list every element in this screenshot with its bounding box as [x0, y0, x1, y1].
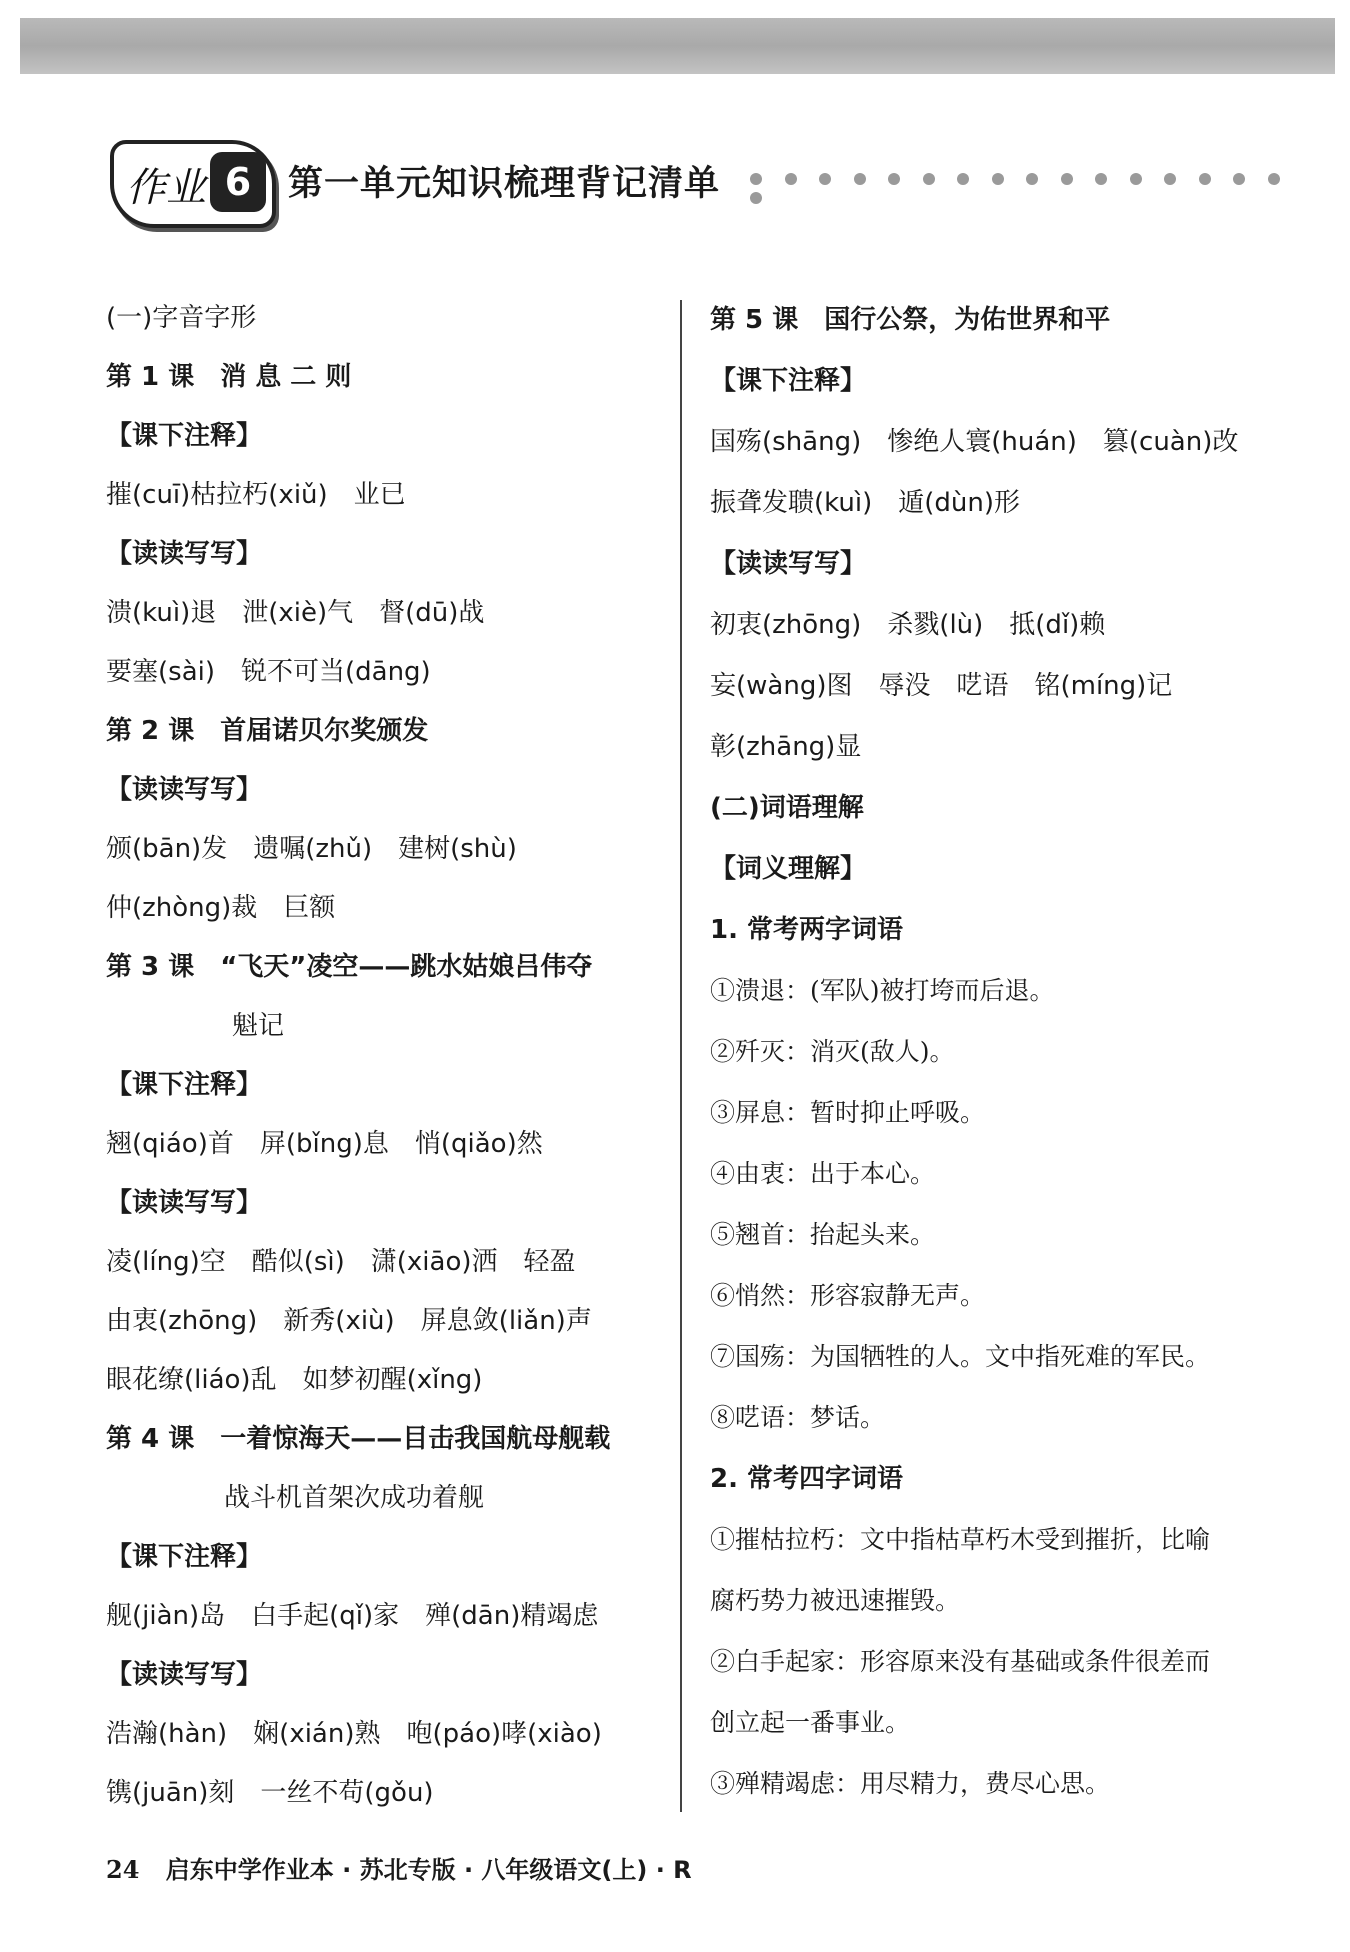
- page-number: 24: [106, 1855, 140, 1884]
- two-char-heading: 1. 常考两字词语: [710, 915, 904, 945]
- lesson-1-title: 第 1 课 消 息 二 则: [106, 362, 352, 392]
- unit-title: 第一单元知识梳理背记清单: [288, 164, 721, 204]
- vocab-line: 要塞(sài) 锐不可当(dāng): [106, 657, 431, 687]
- vocab-line: 眼花缭(liáo)乱 如梦初醒(xǐng): [106, 1365, 483, 1395]
- section-heading: (一)字音字形: [106, 303, 257, 333]
- vocab-line: 浩瀚(hàn) 娴(xián)熟 咆(páo)哮(xiào): [106, 1719, 602, 1749]
- definition-item: ⑤翘首：抬起头来。: [710, 1220, 936, 1249]
- lesson-4-title: 第 4 课 一着惊海天——目击我国航母舰载: [106, 1424, 611, 1454]
- section-heading: (二)词语理解: [710, 793, 864, 823]
- vocab-line: 仲(zhòng)裁 巨额: [106, 893, 336, 923]
- definition-item: ②白手起家：形容原来没有基础或条件很差而: [710, 1647, 1211, 1676]
- lesson-4-title-cont: 战斗机首架次成功着舰: [224, 1483, 485, 1513]
- definition-item: ②歼灭：消灭(敌人)。: [710, 1037, 955, 1066]
- book-title: 启东中学作业本 · 苏北专版 · 八年级语文(上) · R: [165, 1856, 692, 1884]
- vocab-line: 振聋发聩(kuì) 遁(dùn)形: [710, 488, 1020, 518]
- meaning-heading: 【词义理解】: [710, 854, 867, 884]
- definition-item: ⑥悄然：形容寂静无声。: [710, 1281, 986, 1310]
- vocab-line: 舰(jiàn)岛 白手起(qǐ)家 殚(dān)精竭虑: [106, 1601, 599, 1631]
- vocab-line: 镌(juān)刻 一丝不苟(gǒu): [106, 1778, 434, 1808]
- note-heading: 【课下注释】: [106, 1542, 263, 1572]
- lesson-3-title-cont: 魁记: [232, 1011, 285, 1041]
- definition-item: ③殚精竭虑：用尽精力，费尽心思。: [710, 1769, 1111, 1798]
- badge-number: 6: [210, 152, 266, 212]
- note-heading: 【课下注释】: [106, 1070, 263, 1100]
- definition-item: ⑦国殇：为国牺牲的人。文中指死难的军民。: [710, 1342, 1211, 1371]
- vocab-line: 摧(cuī)枯拉朽(xiǔ) 业已: [106, 480, 406, 510]
- definition-item-cont: 腐朽势力被迅速摧毁。: [710, 1586, 961, 1615]
- lesson-2-title: 第 2 课 首届诺贝尔奖颁发: [106, 716, 429, 746]
- vocab-line: 初衷(zhōng) 杀戮(lù) 抵(dǐ)赖: [710, 610, 1106, 640]
- definition-item: ①摧枯拉朽：文中指枯草朽木受到摧折，比喻: [710, 1525, 1211, 1554]
- definition-item: ①溃退：(军队)被打垮而后退。: [710, 976, 1055, 1005]
- scan-edge-band: [20, 18, 1335, 74]
- homework-badge: [110, 140, 276, 228]
- read-heading: 【读读写写】: [710, 549, 867, 579]
- read-heading: 【读读写写】: [106, 775, 263, 805]
- note-heading: 【课下注释】: [106, 421, 263, 451]
- vocab-line: 彰(zhāng)显: [710, 732, 862, 762]
- column-divider: [680, 300, 682, 1812]
- definition-item: ③屏息：暂时抑止呼吸。: [710, 1098, 986, 1127]
- decorative-dots: [750, 170, 1330, 190]
- vocab-line: 凌(líng)空 酷似(sì) 潇(xiāo)洒 轻盈: [106, 1247, 576, 1277]
- lesson-3-title: 第 3 课 “飞天”凌空——跳水姑娘吕伟夺: [106, 952, 593, 982]
- vocab-line: 溃(kuì)退 泄(xiè)气 督(dū)战: [106, 598, 485, 628]
- badge-word: 作业: [126, 165, 206, 211]
- definition-item: ⑧呓语：梦话。: [710, 1403, 886, 1432]
- definition-item-cont: 创立起一番事业。: [710, 1708, 911, 1737]
- vocab-line: 妄(wàng)图 辱没 呓语 铭(míng)记: [710, 671, 1173, 701]
- vocab-line: 国殇(shāng) 惨绝人寰(huán) 篡(cuàn)改: [710, 427, 1239, 457]
- lesson-5-title: 第 5 课 国行公祭，为佑世界和平: [710, 305, 1111, 335]
- four-char-heading: 2. 常考四字词语: [710, 1464, 904, 1494]
- vocab-line: 翘(qiáo)首 屏(bǐng)息 悄(qiǎo)然: [106, 1129, 543, 1159]
- definition-item: ④由衷：出于本心。: [710, 1159, 936, 1188]
- read-heading: 【读读写写】: [106, 539, 263, 569]
- read-heading: 【读读写写】: [106, 1660, 263, 1690]
- page-footer: [106, 1850, 692, 1885]
- note-heading: 【课下注释】: [710, 366, 867, 396]
- vocab-line: 由衷(zhōng) 新秀(xiù) 屏息敛(liǎn)声: [106, 1306, 592, 1336]
- worksheet-header: [110, 140, 1330, 230]
- read-heading: 【读读写写】: [106, 1188, 263, 1218]
- vocab-line: 颁(bān)发 遗嘱(zhǔ) 建树(shù): [106, 834, 517, 864]
